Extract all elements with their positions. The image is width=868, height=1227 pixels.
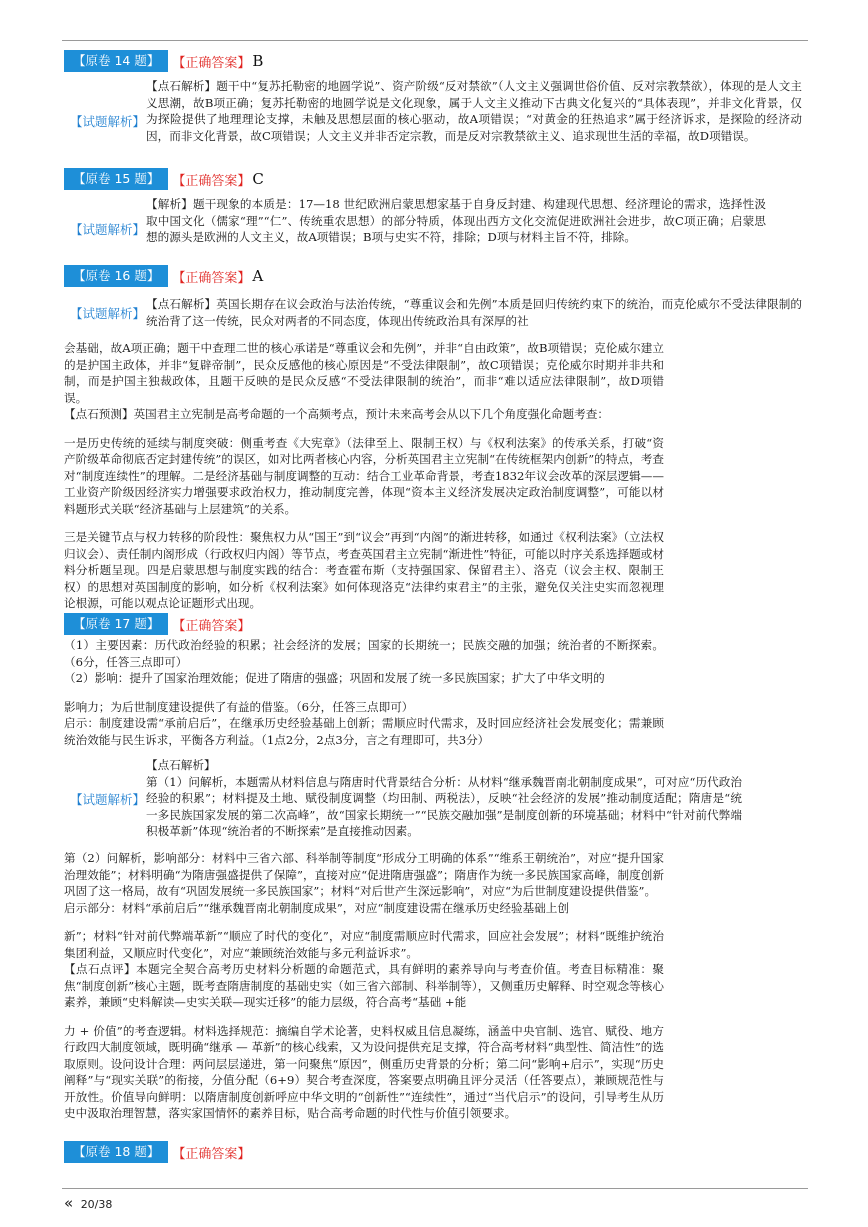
question-15-block <box>64 168 804 190</box>
question-16-header <box>64 265 804 287</box>
question-16-block <box>64 265 804 287</box>
question-17-answer <box>64 637 664 748</box>
prediction-heading: 【点石预测】英国君主立宪制是高考命题的一个高频考点，预计未来高考会从以下几个角度强化命题考查： <box>64 407 609 421</box>
correct-answer-label: 【正确答案】 <box>172 270 251 286</box>
answer-paragraph: （1）主要因素：历代政治经验的积累；社会经济的发展；国家的长期统一；民族交融的加强；统治者的不断探索。（6分，任答三点即可） <box>64 638 664 669</box>
question-18-header <box>64 1141 804 1163</box>
answer-paragraph: （2）影响：提升了国家治理效能；促进了隋唐的强盛；巩固和发展了统一多民族国家；扩大了中华文明的 <box>64 671 605 685</box>
question-15-header <box>64 168 804 190</box>
prediction-paragraph: 一是历史传统的延续与制度突破：侧重考查《大宪章》（法律至上、限制王权）与《权利法案》的传承关系，打破“资产阶级革命彻底否定封建传统”的误区，如对比两者核心内容，分析英国君主立宪制“在传统框架内创新”的特点，考查对“制度连续性”的理解。二是经济基础与制度调整的互动：结合工业革命背景，考查1832年议会改革的深层逻辑——工业资产阶级因经济实力增强要求政治权力，推动制度完善，体现“资本主义经济发展决定政治制度调整”，可能以材料题形式关联“经济基础与上层建筑”的关系。 <box>64 435 664 516</box>
page-footer <box>64 1194 112 1212</box>
analysis-paragraph: 第（2）问解析，影响部分：材料中三省六部、科举制等制度“形成分工明确的体系”“维系王朝统治”，对应“提升国家治理效能”；材料明确“为隋唐强盛提供了保障”，直接对应“促进隋唐强盛”；隋唐作为统一多民族国家高峰，制度创新巩固了这一格局，故有“巩固发展统一多民族国家”；材料“对后世产生深远影响”，对应“为后世制度建设提供借鉴”。 <box>64 851 664 898</box>
question-17-block <box>64 613 804 635</box>
question-16-analysis-body <box>64 340 664 612</box>
analysis-paragraph: 第（1）问解析，本题需从材料信息与隋唐时代背景结合分析：从材料“继承魏晋南北朝制度成果”，可对应“历代政治经验的积累”；材料提及土地、赋役制度调整（均田制、两税法），反映“社会经济的发展”推动制度适配；隋唐是“统一多民族国家发展的第二次高峰”，故“国家长期统一”“民族交融加强”是制度创新的环境基础；材料中“针对前代弊端积极革新”体现“统治者的不断探索”是直接推动因素。 <box>146 774 742 838</box>
answer-letter: A <box>252 267 264 285</box>
question-14-analysis: 【点石解析】题干中“复苏托勒密的地圆学说”、资产阶级“反对禁欲”（人文主义强调世俗价值、反对宗教禁欲），体现的是人文主义思潮，故B项正确；复苏托勒密的地圆学说是文化现象，属于人文主义推动下古典文化复兴的“具体表现”，并非文化背景，仅为探险提供了地理理论支撑，未触及思想层面的核心驱动，故A项错误；“对黄金的狂热追求”属于经济诉求，是探险的经济动因，而非文化背景，故C项错误；人文主义并非否定宗教，而是反对宗教禁欲主义、追求现世生活的幸福，故D项错误。 <box>146 79 802 143</box>
question-14-tag: 【原卷 14 题】 <box>64 50 168 72</box>
analysis-side-label: 【试题解析】 <box>70 114 146 129</box>
answer-letter: C <box>252 170 264 188</box>
question-17-tag: 【原卷 17 题】 <box>64 613 168 635</box>
prediction-paragraph: 三是关键节点与权力转移的阶段性：聚焦权力从“国王”到“议会”再到“内阁”的渐进转移，如通过《权利法案》（立法权归议会）、责任制内阁形成（行政权归内阁）等节点，考查英国君主立宪制“渐进性”特征，可能以时序关系选择题或材料分析题呈现。四是启蒙思想与制度实践的结合：考查霍布斯（支持强国家、保留君主）、洛克（议会主权、限制王权）的思想对英国制度的影响，如分析《权利法案》如何体现洛克“法律约束君主”的主张，避免仅关注史实而忽视理论根源，可能以观点论证题形式出现。 <box>64 530 664 610</box>
question-17-analysis-body <box>64 850 664 1122</box>
correct-answer-label: 【正确答案】 <box>172 55 251 71</box>
question-18-block <box>64 1141 804 1163</box>
correct-answer-label: 【正确答案】 <box>172 173 251 189</box>
analysis-side-label: 【试题解析】 <box>70 222 146 237</box>
analysis-side-label: 【试题解析】 <box>70 306 146 321</box>
analysis-side-label: 【试题解析】 <box>70 792 146 807</box>
question-15-tag: 【原卷 15 题】 <box>64 168 168 190</box>
correct-answer-label: 【正确答案】 <box>172 1146 251 1162</box>
comment-paragraph: 力 + 价值”的考查逻辑。材料选择规范：摘编自学术论著，史料权威且信息凝练，涵盖中央官制、选官、赋役、地方行政四大制度领域，既明确“继承 — 革新”的核心线索，又为设问提供充足支撑，符合高考材料“典型性、简洁性”的选取原则。设问设计合理：两问层层递进，第一问聚焦“原因”，侧重历史背景的分析；第二问“影响+启示”，实现“历史阐释”与“现实关联”的衔接，分值分配（6+9）契合考查深度，答案要点明确且评分灵活（任答要点），兼顾规范性与开放性。价值导向鲜明：以隋唐制度创新呼应中华文明的“创新性”“连续性”，通过“当代启示”的设问，引导考生从历史中汲取治理智慧，落实家国情怀的素养目标，贴合高考命题的时代性与价值引领要求。 <box>64 1023 664 1120</box>
answer-paragraph: 启示：制度建设需“承前启后”，在继承历史经验基础上创新；需顺应时代需求，及时回应经济社会发展变化；需兼顾统治效能与民生诉求，平衡各方利益。（1点2分，2点3分，言之有理即可，共3分） <box>64 716 664 747</box>
answer-paragraph: 影响力；为后世制度建设提供了有益的借鉴。（6分，任答三点即可） <box>64 699 414 714</box>
question-14-block <box>64 50 804 72</box>
top-rule <box>62 40 808 41</box>
question-16-tag: 【原卷 16 题】 <box>64 265 168 287</box>
analysis-paragraph: 会基础，故A项正确；题干中查理二世的核心承诺是“尊重议会和先例”，并非“自由政策”，故B项错误；克伦威尔建立的是护国主政体，并非“复辟帝制”，民众反感他的核心原因是“不受法律限制”，故C项错误；克伦威尔时期并非共和制，而是护国主独裁政体，且题干反映的是民众反感“不受法律限制的统治”，而非“难以适应法律限制”，故D项错误。 <box>64 341 664 405</box>
analysis-title: 【点石解析】 <box>146 758 216 772</box>
question-17-header <box>64 613 804 635</box>
question-17-analysis <box>146 757 742 840</box>
question-15-analysis: 【解析】题干现象的本质是：17—18 世纪欧洲启蒙思想家基于自身反封建、构建现代思想、经济理论的需求，选择性汲取中国文化（儒家“理”“仁”、传统重农思想）的部分特质，体现出西方文化交流促进欧洲社会进步，故C项正确；启蒙思想的源头是欧洲的人文主义，故A项错误；B项与史实不符，排除；D项与材料主旨不符，排除。 <box>146 197 766 244</box>
bottom-rule <box>62 1188 808 1189</box>
prev-page-icon[interactable]: « <box>64 1194 74 1212</box>
correct-answer-label: 【正确答案】 <box>172 618 251 634</box>
analysis-paragraph: 启示部分：材料“承前启后”“继承魏晋南北朝制度成果”，对应“制度建设需在继承历史经验基础上创 <box>64 900 569 915</box>
analysis-paragraph: 新”；材料“针对前代弊端革新”“顺应了时代的变化”，对应“制度需顺应时代需求，回应社会发展”；材料“既维护统治集团利益，又顺应时代变化”，对应“兼顾统治效能与多元利益诉求”。 <box>64 929 664 960</box>
answer-letter: B <box>252 52 264 70</box>
question-16-analysis-intro: 【点石解析】英国长期存在议会政治与法治传统，“尊重议会和先例”本质是回归传统约束下的统治，而克伦威尔不受法律限制的统治背了这一传统，民众对两者的不同态度，体现出传统政治具有深厚的社 <box>146 297 802 328</box>
comment-paragraph: 【点石点评】本题完全契合高考历史材料分析题的命题范式，具有鲜明的素养导向与考查价值。考查目标精准：聚焦“制度创新”核心主题，既考查隋唐制度的基础史实（如三省六部制、科举制等），又侧重历史解释、时空观念等核心素养，兼顾“史料解读—史实关联—现实迁移”的能力层级，符合高考“基础 +能 <box>64 962 664 1009</box>
page-number: 20/38 <box>80 1198 113 1211</box>
question-14-header <box>64 50 804 72</box>
question-18-tag: 【原卷 18 题】 <box>64 1141 168 1163</box>
